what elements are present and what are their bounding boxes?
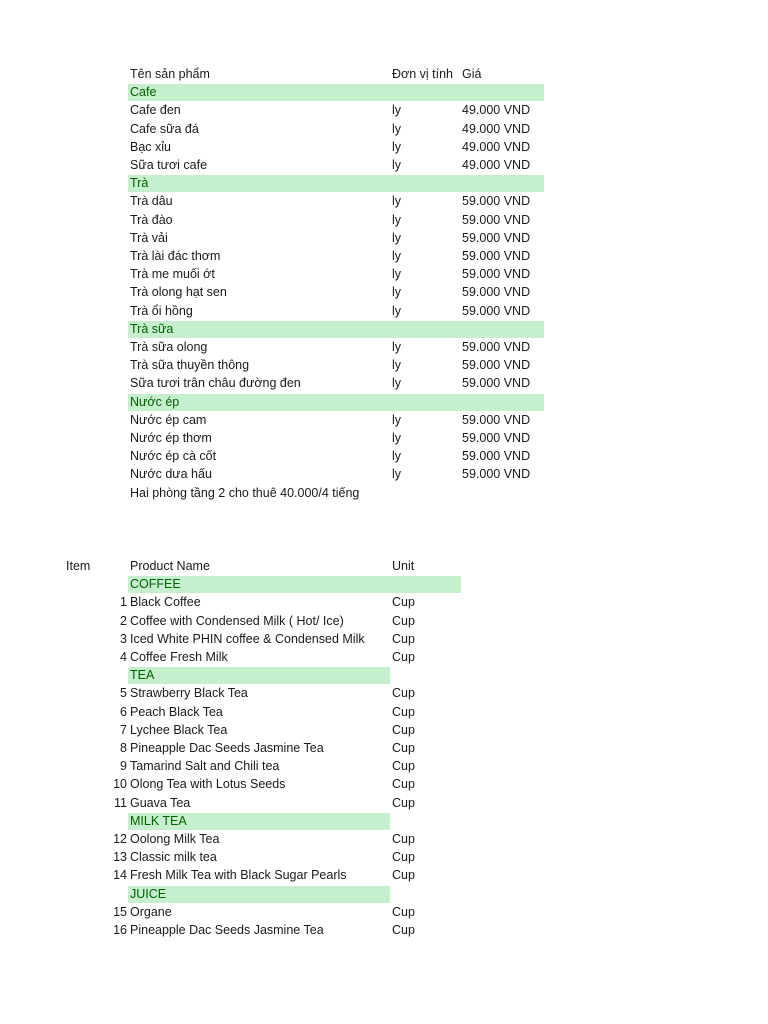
menu-item-row (0, 684, 768, 702)
item-unit: Cup (392, 650, 415, 664)
item-unit: ly (392, 212, 402, 227)
item-price: 49.000 VND (462, 139, 531, 154)
item-name: Classic milk tea (130, 850, 217, 865)
item-unit: ly (392, 230, 402, 245)
item-name: Trà me muối ớt (130, 267, 215, 282)
item-unit: ly (392, 285, 402, 300)
item-price: 59.000 VND (462, 412, 531, 427)
menu-item-row (0, 283, 768, 301)
menu-item-row (0, 265, 768, 283)
menu-item-row (0, 739, 768, 757)
item-unit: Cup (392, 777, 415, 792)
item-unit: Cup (392, 759, 415, 774)
menu-item-row (0, 338, 768, 356)
item-price: 59.000 VND (462, 249, 531, 263)
item-price: 59.000 VND (462, 194, 531, 209)
menu-item-row (0, 630, 768, 648)
category-highlight (128, 321, 544, 338)
item-unit: ly (392, 431, 402, 445)
item-name: Organe (130, 904, 172, 919)
category-row (0, 393, 768, 411)
menu-item-row (0, 794, 768, 812)
item-unit: ly (392, 121, 402, 136)
item-unit: Cup (392, 686, 415, 701)
menu-item-row (0, 138, 768, 156)
header-price: Giá (462, 67, 482, 81)
category-label: Trà sữa (130, 321, 174, 336)
item-price: 59.000 VND (462, 467, 531, 482)
menu-item-row (0, 247, 768, 265)
item-unit: Cup (392, 722, 415, 737)
item-number: 1 (120, 595, 127, 610)
item-price: 59.000 VND (462, 376, 531, 391)
item-number: 12 (113, 832, 127, 846)
menu-item-row (0, 429, 768, 447)
header-product-name: Product Name (130, 559, 210, 573)
item-number: 15 (113, 904, 127, 919)
item-name: Guava Tea (130, 795, 191, 810)
item-unit: ly (392, 139, 402, 154)
item-unit: Cup (392, 850, 415, 865)
item-number: 10 (113, 777, 127, 792)
item-name: Tamarind Salt and Chili tea (130, 759, 280, 774)
menu-item-row (0, 703, 768, 721)
menu-item-row (0, 356, 768, 374)
item-number: 9 (120, 759, 127, 774)
item-unit: Cup (392, 741, 415, 755)
category-row (0, 575, 768, 593)
item-price: 59.000 VND (462, 285, 531, 300)
menu-item-row (0, 848, 768, 866)
header-unit: Unit (392, 559, 415, 573)
item-unit: ly (392, 358, 402, 373)
menu-item-row (0, 721, 768, 739)
menu-item-row (0, 411, 768, 429)
menu-item-row (0, 374, 768, 392)
menu-item-row (0, 775, 768, 793)
header-item: Item (66, 559, 91, 573)
menu-item-row (0, 866, 768, 884)
category-label: TEA (130, 668, 155, 683)
item-name: Coffee with Condensed Milk ( Hot/ Ice) (130, 613, 344, 628)
item-price: 49.000 VND (462, 121, 531, 136)
category-row (0, 885, 768, 903)
item-unit: Cup (392, 613, 415, 628)
item-name: Pineapple Dac Seeds Jasmine Tea (130, 923, 324, 937)
menu-item-row (0, 192, 768, 210)
item-unit: Cup (392, 868, 415, 883)
menu-item-row (0, 120, 768, 138)
item-name: Olong Tea with Lotus Seeds (130, 777, 286, 792)
item-number: 8 (120, 741, 127, 755)
menu-item-row (0, 302, 768, 320)
item-name: Fresh Milk Tea with Black Sugar Pearls (130, 868, 347, 883)
item-name: Pineapple Dac Seeds Jasmine Tea (130, 741, 324, 755)
menu-item-row (0, 830, 768, 848)
item-unit: Cup (392, 904, 415, 919)
item-name: Black Coffee (130, 595, 201, 610)
category-label: COFFEE (130, 577, 181, 592)
item-unit: ly (392, 194, 402, 209)
item-name: Trà lài đác thơm (130, 249, 221, 263)
item-unit: ly (392, 449, 402, 464)
item-unit: ly (392, 303, 402, 318)
menu-item-row (0, 465, 768, 483)
item-price: 59.000 VND (462, 340, 531, 354)
item-number: 7 (120, 722, 127, 737)
item-price: 49.000 VND (462, 103, 531, 118)
item-number: 14 (113, 868, 127, 883)
item-price: 59.000 VND (462, 230, 531, 245)
item-name: Trà ổi hồng (130, 303, 193, 318)
item-name: Cafe sữa đá (130, 121, 199, 136)
item-name: Iced White PHIN coffee & Condensed Milk (130, 631, 365, 646)
menu-item-row (0, 229, 768, 247)
category-row (0, 83, 768, 101)
item-unit: Cup (392, 631, 415, 646)
item-price: 59.000 VND (462, 449, 531, 464)
item-price: 59.000 VND (462, 358, 531, 373)
item-name: Oolong Milk Tea (130, 832, 220, 846)
item-name: Trà olong hạt sen (130, 285, 227, 300)
category-label: JUICE (130, 886, 167, 901)
item-name: Trà sữa olong (130, 340, 208, 354)
item-number: 13 (113, 850, 127, 865)
header-unit: Đơn vị tính (392, 67, 453, 81)
category-label: MILK TEA (130, 813, 187, 828)
note-row (0, 484, 768, 502)
item-price: 49.000 VND (462, 158, 531, 172)
category-label: Cafe (130, 85, 157, 100)
item-name: Trà sữa thuyền thông (130, 358, 250, 373)
item-name: Coffee Fresh Milk (130, 650, 228, 664)
menu-item-row (0, 757, 768, 775)
item-unit: ly (392, 412, 402, 427)
item-unit: Cup (392, 595, 415, 610)
item-unit: ly (392, 103, 402, 118)
menu-item-row (0, 903, 768, 921)
category-label: Trà (130, 176, 149, 191)
vi-header-row (0, 65, 768, 83)
item-price: 59.000 VND (462, 212, 531, 227)
item-unit: ly (392, 467, 402, 482)
item-unit: Cup (392, 832, 415, 846)
item-unit: ly (392, 249, 402, 263)
item-name: Nước ép cà cốt (130, 449, 217, 464)
item-name: Nước dưa hấu (130, 467, 212, 482)
item-name: Lychee Black Tea (130, 722, 228, 737)
item-number: 16 (113, 923, 127, 937)
item-price: 59.000 VND (462, 431, 531, 445)
item-unit: Cup (392, 795, 415, 810)
menu-item-row (0, 612, 768, 630)
item-price: 59.000 VND (462, 303, 531, 318)
menu-item-row (0, 156, 768, 174)
category-highlight (128, 667, 390, 684)
item-number: 3 (120, 631, 127, 646)
menu-item-row (0, 921, 768, 939)
item-unit: ly (392, 376, 402, 391)
category-row (0, 812, 768, 830)
item-unit: Cup (392, 704, 415, 719)
category-row (0, 666, 768, 684)
item-price: 59.000 VND (462, 267, 531, 282)
item-unit: ly (392, 267, 402, 282)
menu-item-row (0, 447, 768, 465)
category-row (0, 320, 768, 338)
menu-item-row (0, 211, 768, 229)
item-number: 4 (120, 650, 127, 664)
category-row (0, 174, 768, 192)
menu-item-row (0, 101, 768, 119)
item-name: Nước ép cam (130, 412, 207, 427)
item-number: 6 (120, 704, 127, 719)
item-name: Sữa tươi trân châu đường đen (130, 376, 301, 391)
item-number: 5 (120, 686, 127, 701)
header-product-name: Tên sản phẩm (130, 67, 210, 81)
menu-item-row (0, 593, 768, 611)
menu-item-row (0, 648, 768, 666)
item-name: Trà dâu (130, 194, 173, 209)
item-name: Nước ép thơm (130, 431, 212, 445)
item-number: 2 (120, 613, 127, 628)
en-header-row (0, 557, 768, 575)
item-unit: Cup (392, 923, 415, 937)
category-highlight (128, 175, 544, 192)
category-highlight (128, 84, 544, 101)
item-unit: ly (392, 158, 402, 172)
category-label: Nước ép (130, 394, 180, 409)
category-highlight (128, 886, 390, 903)
item-name: Strawberry Black Tea (130, 686, 248, 701)
room-rental-note: Hai phòng tầng 2 cho thuê 40.000/4 tiếng (130, 485, 360, 500)
item-name: Cafe đen (130, 103, 181, 118)
item-name: Sữa tươi cafe (130, 158, 208, 172)
item-name: Peach Black Tea (130, 704, 223, 719)
item-name: Trà đào (130, 212, 173, 227)
item-name: Trà vải (130, 230, 168, 245)
category-highlight (128, 394, 544, 411)
item-name: Bạc xỉu (130, 139, 171, 154)
item-number: 11 (114, 795, 127, 810)
item-unit: ly (392, 340, 402, 354)
